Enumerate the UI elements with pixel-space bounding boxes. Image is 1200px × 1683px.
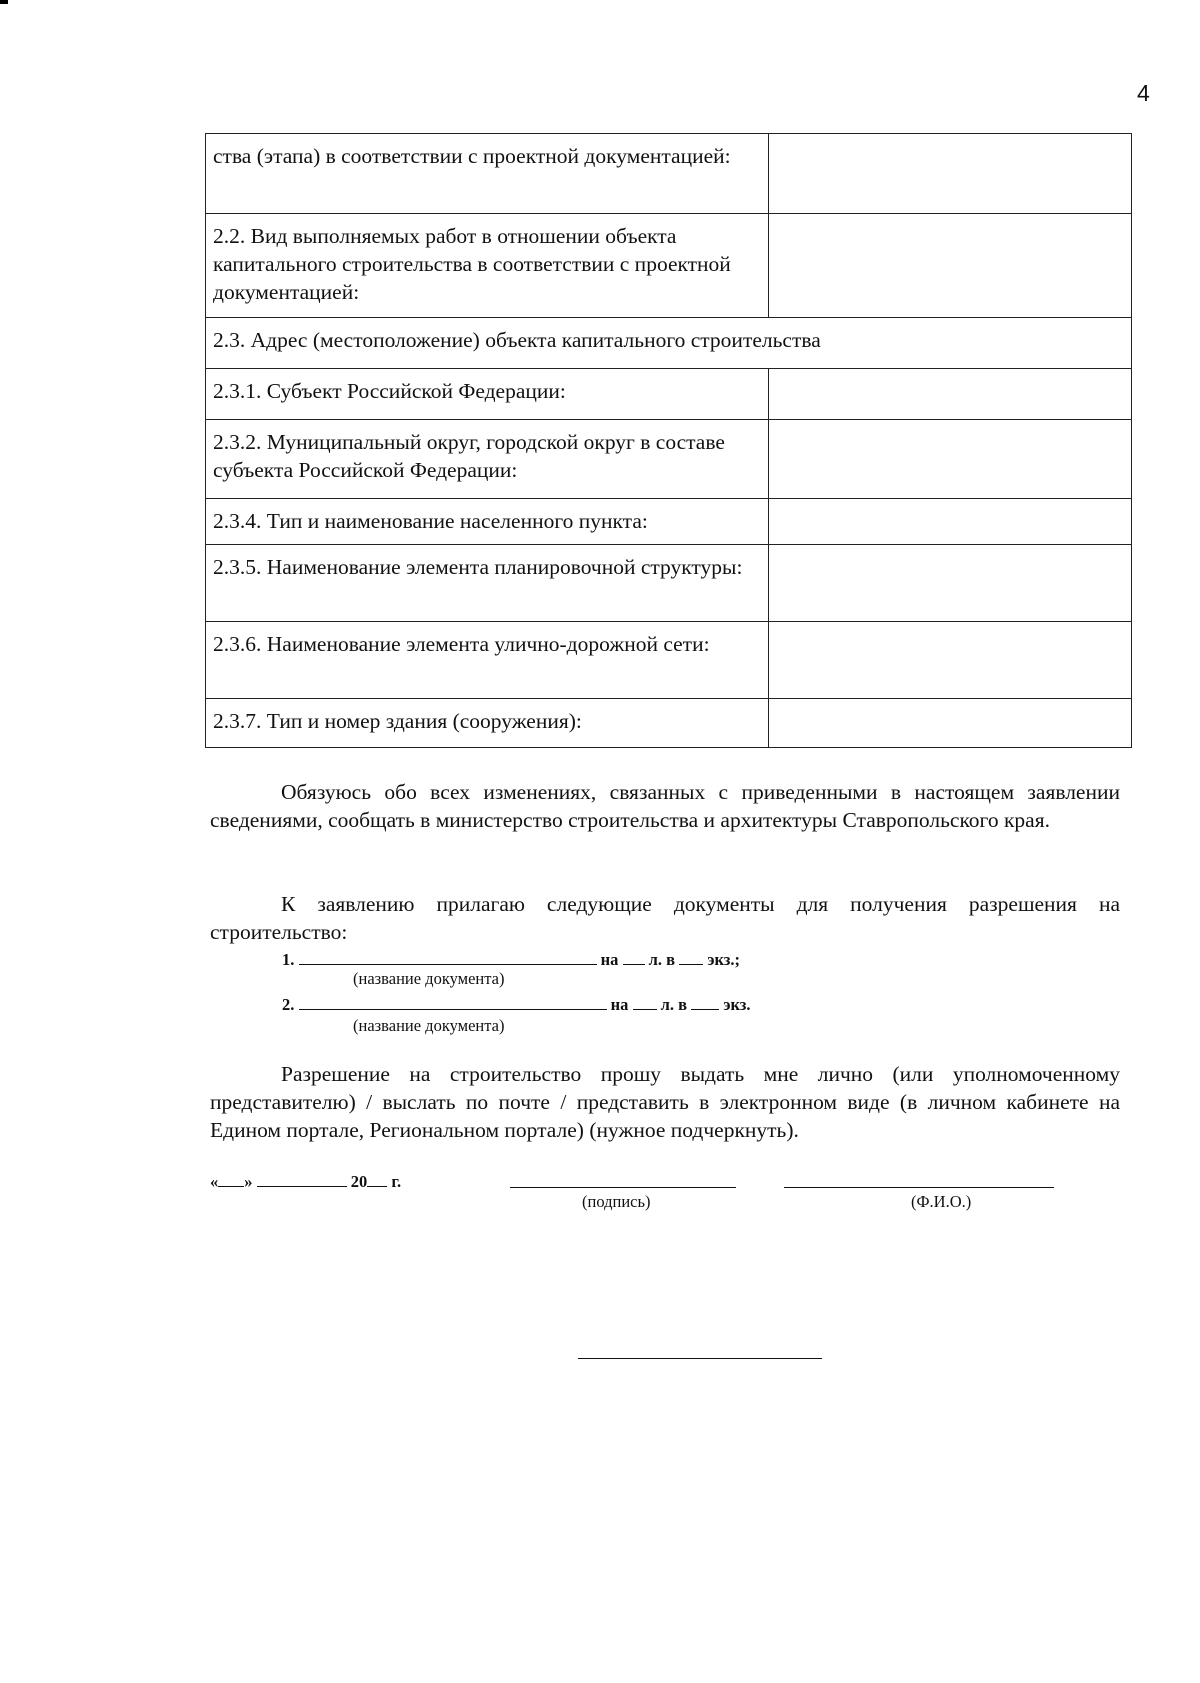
attachment-number: 1. (282, 950, 295, 969)
table-row (206, 318, 1132, 369)
copies-count-field[interactable] (679, 948, 703, 965)
row-value-field[interactable] (769, 369, 1132, 420)
copies-prefix: л. в (648, 950, 676, 969)
copies-suffix: экз.; (707, 950, 740, 969)
table-row (206, 369, 1132, 420)
table-row (206, 545, 1132, 622)
attachments-intro: К заявлению прилагаю следующие документы для получения разрешения на строительство: (210, 892, 1120, 944)
year-field[interactable] (367, 1170, 387, 1187)
attachment-number: 2. (282, 995, 295, 1014)
row-label: 2.3.5. Наименование элемента планировочной структуры: (206, 545, 769, 622)
document-name-field[interactable] (299, 948, 597, 965)
table-row (206, 214, 1132, 318)
row-value-field[interactable] (769, 420, 1132, 499)
table-row (206, 622, 1132, 699)
table-row (206, 699, 1132, 748)
row-value-field[interactable] (769, 545, 1132, 622)
document-name-field[interactable] (299, 993, 607, 1010)
row-value-field[interactable] (769, 622, 1132, 699)
date-field (210, 1170, 401, 1192)
commitment-paragraph: Обязуюсь обо всех изменениях, связанных с приведенными в настоящем заявлении сведениями, сообщать в министерство строительства и архитектуры Ставропольского края. (210, 780, 1120, 832)
row-label: 2.3.7. Тип и номер здания (сооружения): (206, 699, 769, 748)
row-label: 2.3.6. Наименование элемента улично-дорожной сети: (206, 622, 769, 699)
month-field[interactable] (257, 1170, 347, 1187)
attachment-caption-2: (название документа) (353, 1016, 505, 1035)
end-of-document-rule (578, 1358, 822, 1359)
date-open-quote: « (210, 1172, 219, 1191)
year-prefix: 20 (350, 1172, 368, 1191)
scan-corner-mark (0, 0, 8, 4)
table-row (206, 134, 1132, 214)
sheets-count-field[interactable] (623, 948, 645, 965)
row-value-field[interactable] (769, 699, 1132, 748)
row-value-field[interactable] (769, 214, 1132, 318)
signature-caption: (подпись) (582, 1192, 651, 1211)
row-value-field[interactable] (769, 499, 1132, 545)
row-label: ства (этапа) в соответствии с проектной документацией: (206, 134, 769, 214)
copies-prefix: л. в (660, 995, 688, 1014)
date-close-quote: » (244, 1172, 253, 1191)
attachment-line-2 (282, 993, 751, 1015)
application-form-table (205, 133, 1132, 748)
sheets-count-field[interactable] (633, 993, 657, 1010)
row-label: 2.3. Адрес (местоположение) объекта капитального строительства (206, 318, 1132, 369)
attachment-line-1 (282, 948, 740, 970)
sheets-prefix: на (610, 995, 629, 1014)
row-value-field[interactable] (769, 134, 1132, 214)
sheets-prefix: на (600, 950, 619, 969)
full-name-caption: (Ф.И.О.) (911, 1192, 972, 1211)
row-label: 2.3.4. Тип и наименование населенного пункта: (206, 499, 769, 545)
year-suffix: г. (391, 1172, 402, 1191)
row-label: 2.2. Вид выполняемых работ в отношении объекта капитального строительства в соответствии с проектной документацией: (206, 214, 769, 318)
table-row (206, 499, 1132, 545)
table-row (206, 420, 1132, 499)
copies-suffix: экз. (723, 995, 751, 1014)
day-field[interactable] (218, 1170, 244, 1187)
full-name-line[interactable] (784, 1187, 1054, 1188)
delivery-method-paragraph: Разрешение на строительство прошу выдать мне лично (или уполномоченному представителю) / выслать по почте / представить в электронном виде (в личном кабинете на Едином портале, Региональном портале) (нужное подчеркнуть). (210, 1062, 1120, 1142)
row-label: 2.3.2. Муниципальный округ, городской округ в составе субъекта Российской Федерации: (206, 420, 769, 499)
signature-line[interactable] (510, 1187, 736, 1188)
attachment-caption-1: (название документа) (353, 969, 505, 988)
row-label: 2.3.1. Субъект Российской Федерации: (206, 369, 769, 420)
copies-count-field[interactable] (691, 993, 719, 1010)
page-number: 4 (1137, 80, 1150, 106)
